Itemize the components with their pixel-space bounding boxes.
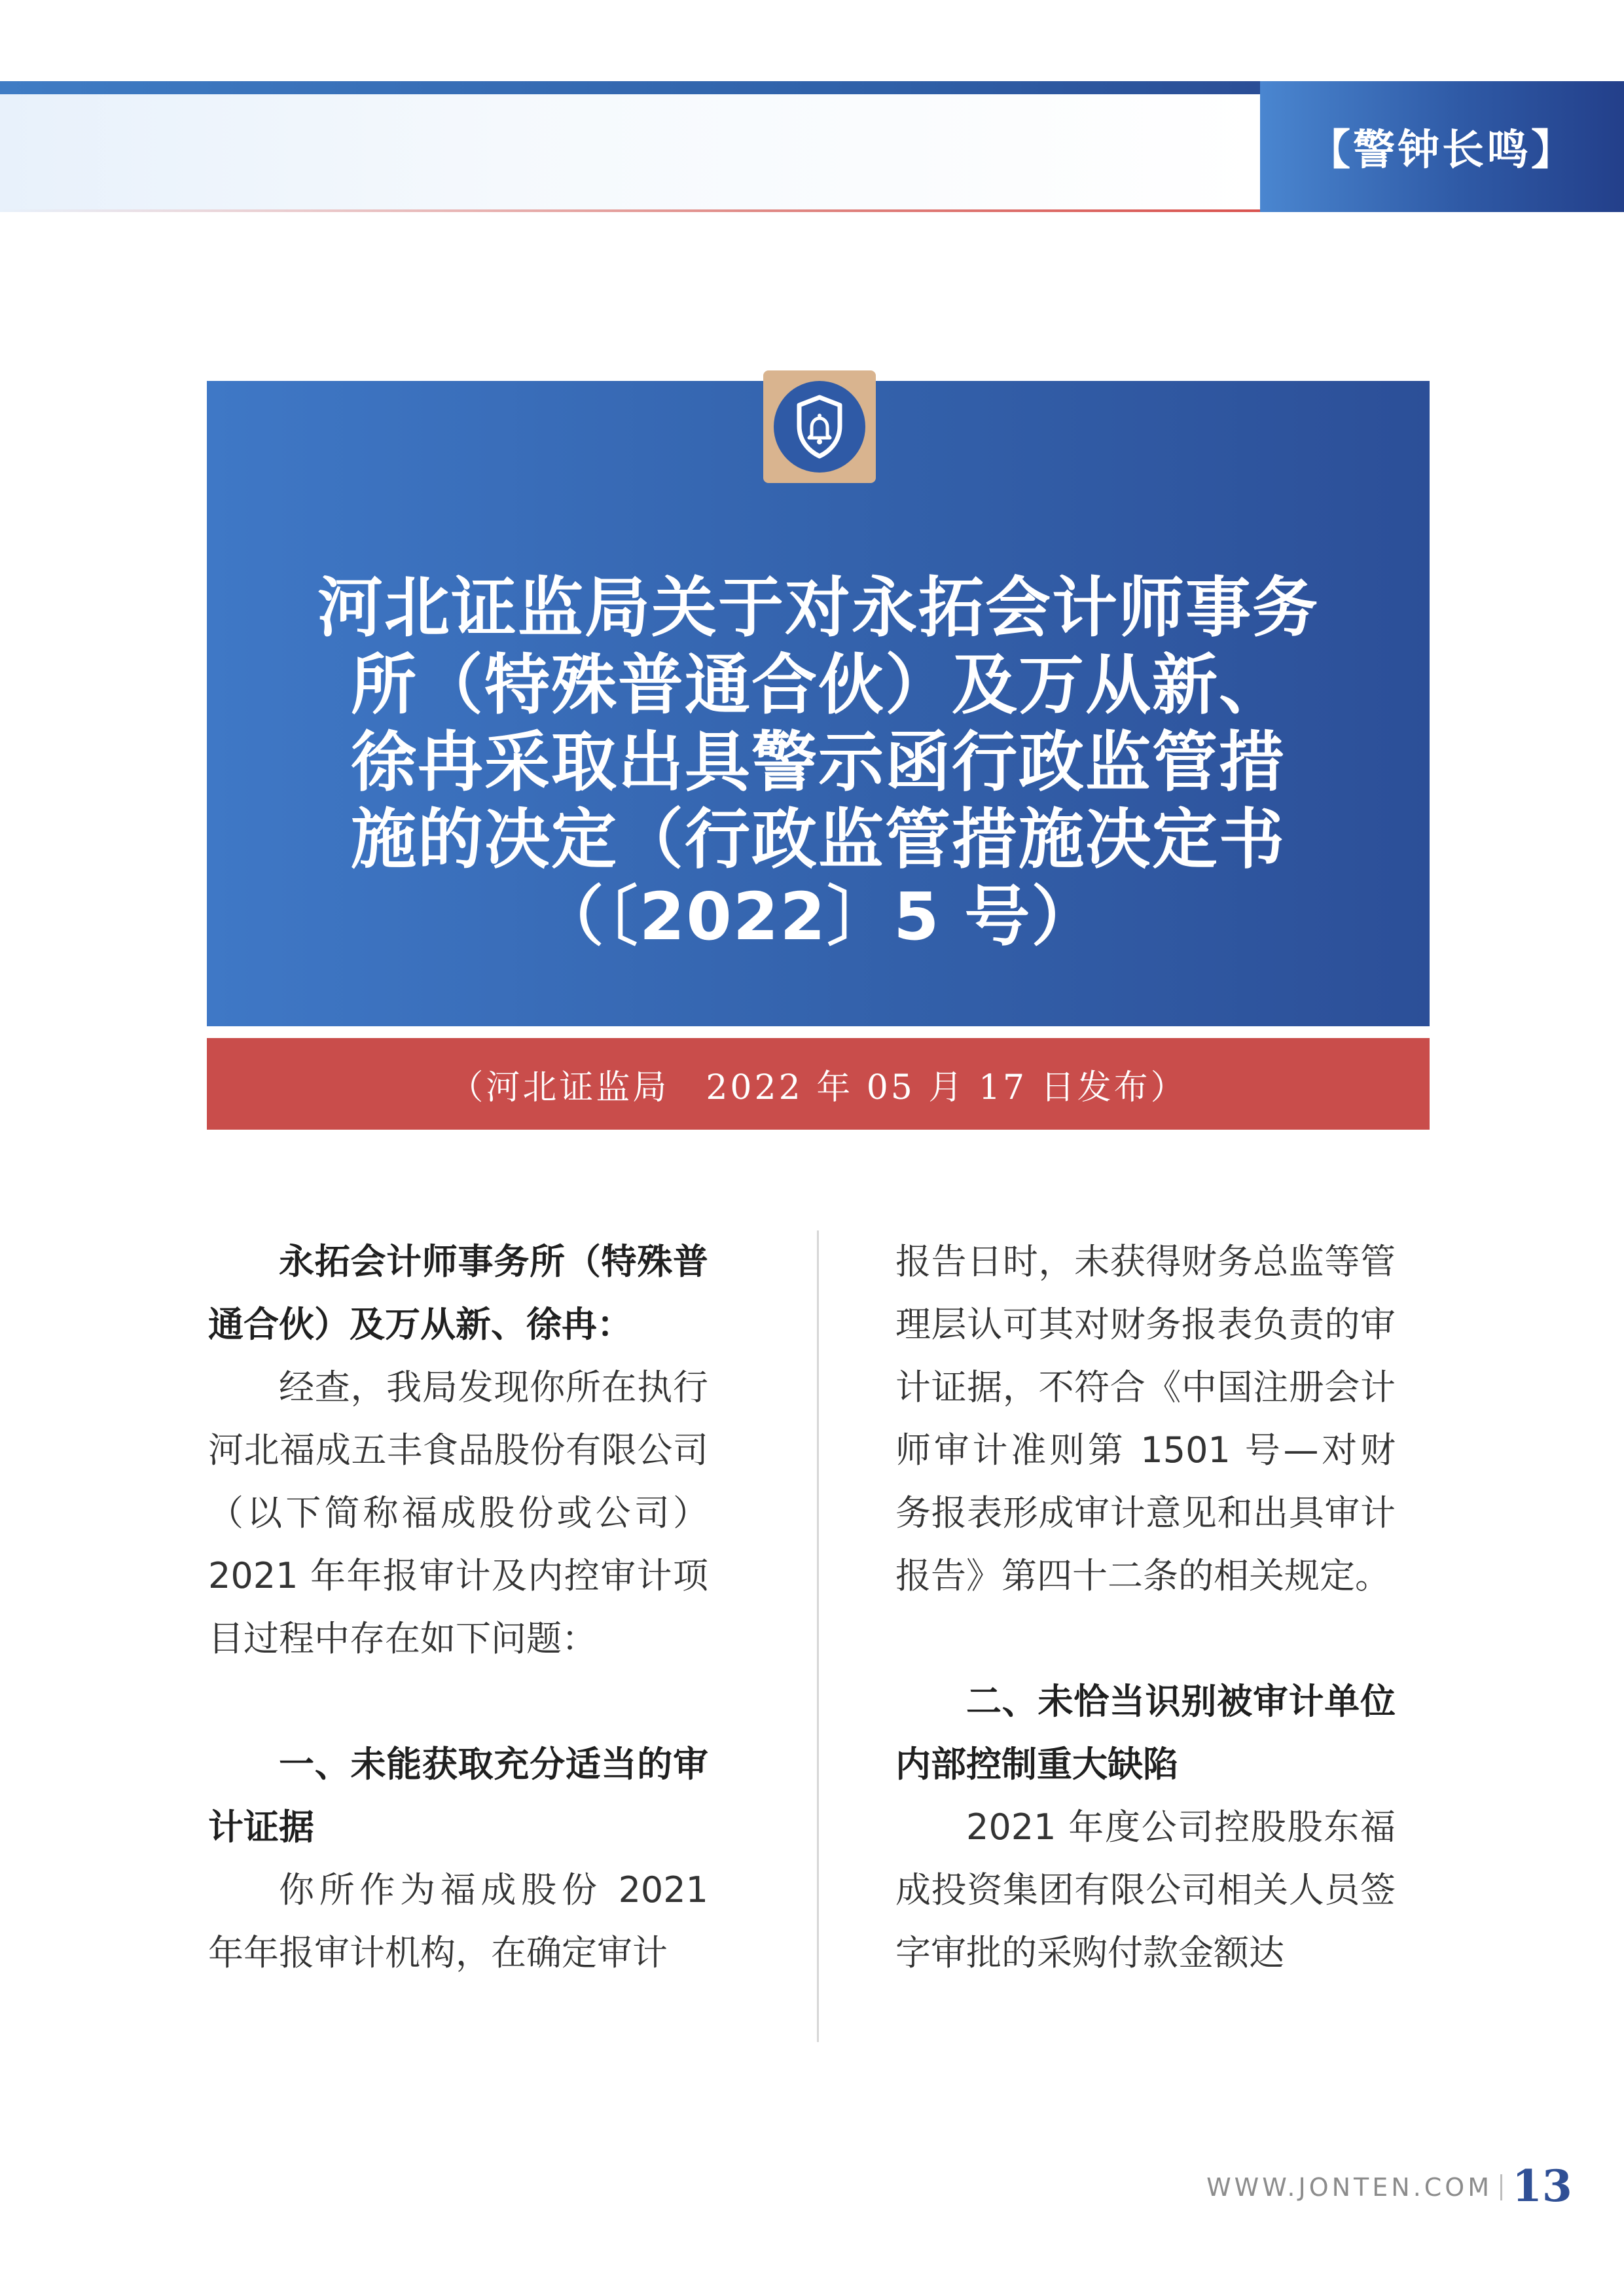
header-red-line xyxy=(0,209,1260,212)
column-divider xyxy=(817,1230,819,2042)
title-line: 施的决定（行政监管措施决定书 xyxy=(351,801,1286,878)
publish-info-bar: （河北证监局 2022 年 05 月 17 日发布） xyxy=(207,1038,1430,1130)
section-heading-1: 一、未能获取充分适当的审计证据 xyxy=(208,1744,708,1848)
intro-paragraph: 经查，我局发现你所在执行河北福成五丰食品股份有限公司（以下简称福成股份或公司）2021 年年报审计及内控审计项目过程中存在如下问题： xyxy=(208,1367,708,1659)
title-line: 徐冉采取出具警示函行政监管措 xyxy=(351,724,1286,800)
page-number: 13 xyxy=(1512,2161,1572,2212)
title-badge xyxy=(763,370,876,483)
paragraph-2-start: 2021 年度公司控股股东福成投资集团有限公司相关人员签字审批的采购付款金额达 xyxy=(895,1806,1396,1973)
section-heading-2: 二、未恰当识别被审计单位内部控制重大缺陷 xyxy=(895,1681,1396,1785)
website-link[interactable]: WWW.JONTEN.COM xyxy=(1206,2173,1492,2202)
footer-separator xyxy=(1500,2174,1502,2200)
left-column xyxy=(208,1230,708,1984)
header-band xyxy=(0,81,1260,212)
shield-bell-icon xyxy=(770,378,869,476)
title-line: 河北证监局关于对永拓会计师事务 xyxy=(317,569,1319,646)
salutation: 永拓会计师事务所（特殊普通合伙）及万从新、徐冉： xyxy=(208,1241,708,1345)
page-title xyxy=(249,569,1388,956)
right-column xyxy=(895,1230,1396,1984)
column-tag: 【警钟长鸣】 xyxy=(1260,81,1624,212)
header-accent-line xyxy=(0,81,1260,94)
title-line: 所（特殊普通合伙）及万从新、 xyxy=(351,647,1286,723)
paragraph-1-end: 报告日时，未获得财务总监等管理层认可其对财务报表负责的审计证据，不符合《中国注册会计师审计准则第 1501 号—对财务报表形成审计意见和出具审计报告》第四十二条的相关规定。 xyxy=(895,1241,1396,1596)
title-line: （〔2022〕5 号） xyxy=(538,878,1098,955)
paragraph-1-start: 你所作为福成股份 2021 年年报审计机构，在确定审计 xyxy=(208,1869,708,1973)
